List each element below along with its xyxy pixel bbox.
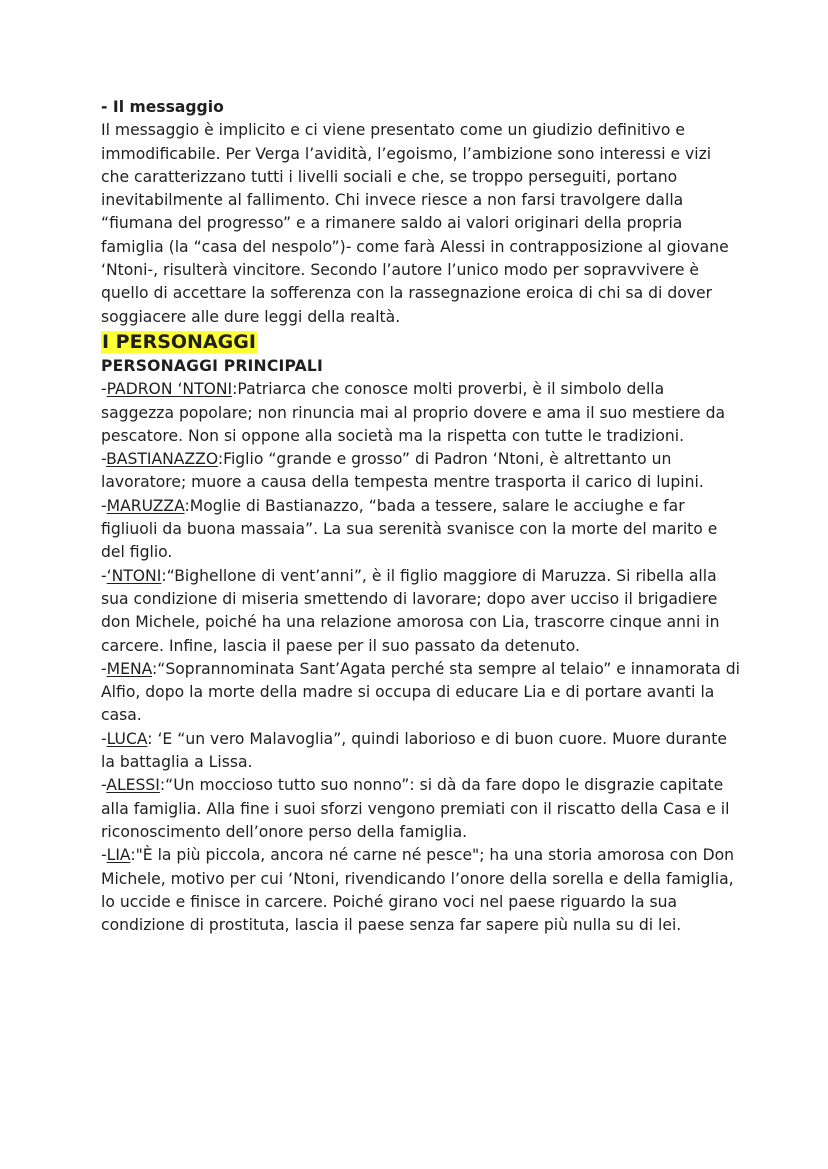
characters-section-title	[101, 329, 741, 355]
character-name: PADRON ‘NTONI	[106, 380, 233, 399]
character-name: LIA	[106, 846, 131, 865]
entry-dash: -	[101, 729, 107, 748]
entry-dash: -	[101, 380, 107, 399]
character-entry-luca	[101, 728, 741, 775]
entry-separator: :	[184, 496, 190, 515]
entry-dash: -	[101, 566, 107, 585]
entry-separator: :	[152, 659, 158, 678]
message-paragraph: Il messaggio è implicito e ci viene presentato come un giudizio definitivo e immodificabile. Per Verga l’avidità, l’egoismo, l’ambizione sono interessi e vizi che caratterizzano tutti i livelli sociali e che, se troppo perseguiti, portano inevitabilmente al fallimento. Chi invece riesce a non farsi travolgere dalla “fiumana del progresso” e a rimanere saldo ai valori originari della propria famiglia (la “casa del nespolo”)- come farà Alessi in contrapposizione al giovane ‘Ntoni-, risulterà vincitore. Secondo l’autore l’unico modo per sopravvivere è quello di accettare la sofferenza con la rassegnazione eroica di chi sa di dover soggiacere alle dure leggi della realtà.	[101, 121, 729, 326]
character-description: ‘E “un vero Malavoglia”, quindi laborioso e di buon cuore. Muore durante la battaglia a Lissa.	[101, 729, 727, 772]
entry-dash: -	[101, 776, 107, 795]
message-heading-prefix: -	[101, 98, 113, 116]
character-description: Moglie di Bastianazzo, “bada a tessere, salare le acciughe e far figliuoli da buona massaia”. La sua serenità svanisce con la morte del marito e del figlio.	[101, 496, 718, 562]
entry-separator: :	[161, 566, 167, 585]
character-description: “Bighellone di vent’anni”, è il figlio maggiore di Maruzza. Si ribella alla sua condizione di miseria smettendo di lavorare; dopo aver ucciso il brigadiere don Michele, poiché ha una relazione amorosa con Lia, trascorre cinque anni in carcere. Infine, lascia il paese per il suo passato da detenuto.	[101, 566, 720, 655]
character-entry-mena	[101, 658, 741, 728]
entry-dash: -	[101, 846, 107, 865]
character-description: “Soprannominata Sant’Agata perché sta sempre al telaio” e innamorata di Alfio, dopo la morte della madre si occupa di educare Lia e di portare avanti la casa.	[101, 659, 741, 725]
document-page	[101, 96, 741, 937]
character-entry-maruzza	[101, 495, 741, 565]
entry-separator: :	[217, 450, 224, 469]
character-name: MENA	[106, 659, 153, 678]
entry-separator: :	[232, 380, 238, 399]
entry-separator: :	[159, 776, 166, 795]
character-description: "È la più piccola, ancora né carne né pesce"; ha una storia amorosa con Don Michele, motivo per cui ‘Ntoni, rivendicando l’onore della sorella e della famiglia, lo uccide e finisce in carcere. Poiché girano voci nel paese riguardo la sua condizione di prostituta, lascia il paese senza far sapere più nulla su di lei.	[101, 846, 735, 935]
character-entry-lia	[101, 844, 741, 937]
entry-separator: :	[147, 729, 158, 748]
message-heading	[101, 96, 741, 119]
character-name: ‘NTONI	[106, 566, 162, 585]
entry-dash: -	[101, 659, 107, 678]
entry-separator: :	[130, 846, 136, 865]
character-entry-ntoni	[101, 565, 741, 658]
character-entry-bastianazzo	[101, 448, 741, 495]
section-title-highlight: I PERSONAGGI	[102, 330, 256, 353]
character-name: ALESSI	[106, 776, 160, 795]
character-description: “Un moccioso tutto suo nonno”: si dà da fare dopo le disgrazie capitate alla famiglia. Alla fine i suoi sforzi vengono premiati con il riscatto della Casa e il riconoscimento dell’onore perso della famiglia.	[101, 776, 730, 841]
character-name: MARUZZA	[106, 496, 185, 515]
character-entry-alessi	[101, 774, 741, 844]
main-characters-subtitle: PERSONAGGI PRINCIPALI	[101, 356, 324, 375]
entry-dash: -	[101, 450, 107, 469]
character-entry-padron-ntoni	[101, 378, 741, 448]
character-name: BASTIANAZZO	[106, 450, 218, 469]
character-description: Patriarca che conosce molti proverbi, è il simbolo della saggezza popolare; non rinuncia mai al proprio dovere e ama il suo mestiere da pescatore. Non si oppone alla società ma la rispetta con tutte le tradizioni.	[101, 380, 726, 445]
entry-dash: -	[101, 496, 107, 515]
character-description: Figlio “grande e grosso” di Padron ‘Ntoni, è altrettanto un lavoratore; muore a causa della tempesta mentre trasporta il carico di lupini.	[101, 450, 704, 492]
message-heading-text: Il messaggio	[112, 98, 224, 116]
character-name: LUCA	[106, 729, 148, 748]
